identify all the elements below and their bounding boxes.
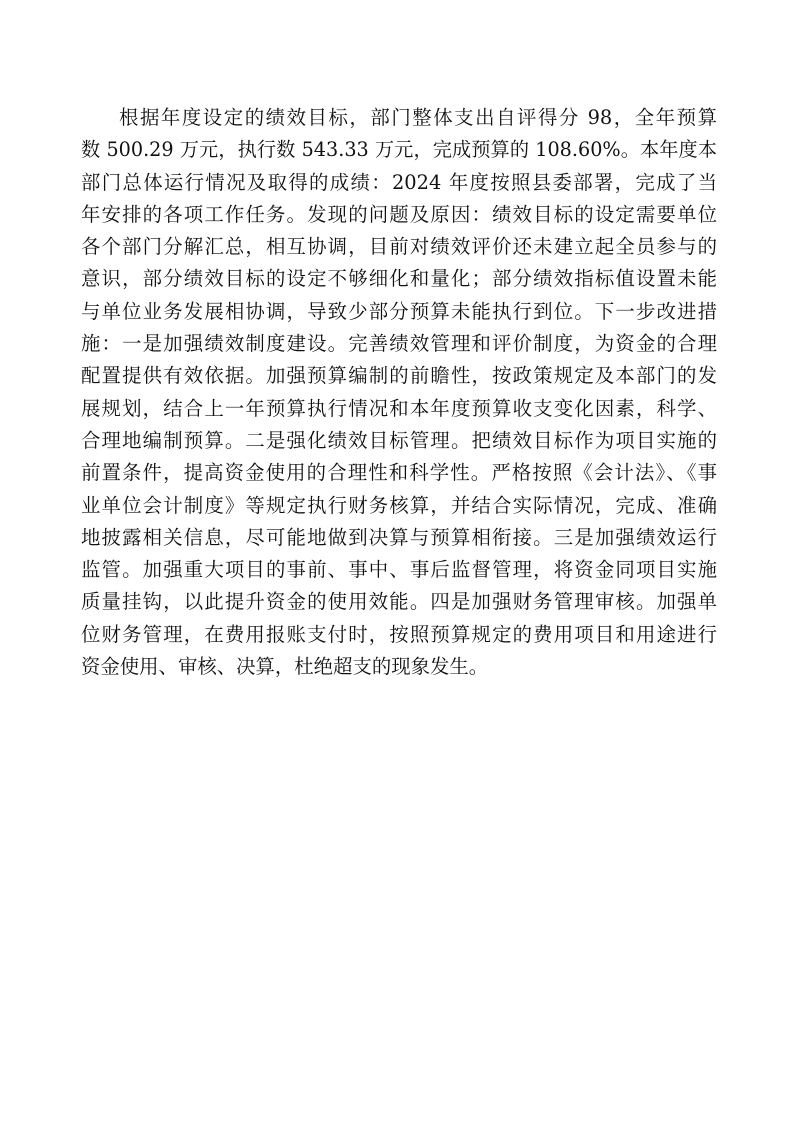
paragraph-line: 各个部门分解汇总，相互协调，目前对绩效评价还未建立起全员参与的 — [81, 235, 717, 259]
paragraph-line: 意识，部分绩效目标的设定不够细化和量化；部分绩效指标值设置未能 — [81, 267, 717, 291]
paragraph-line: 数 500.29 万元，执行数 543.33 万元，完成预算的 108.60%。本年度本 — [81, 138, 717, 162]
paragraph-line: 合理地编制预算。二是强化绩效目标管理。把绩效目标作为项目实施的 — [81, 428, 717, 452]
paragraph-line: 展规划，结合上一年预算执行情况和本年度预算收支变化因素，科学、 — [81, 396, 717, 420]
paragraph-line: 资金使用、审核、决算，杜绝超支的现象发生。 — [81, 655, 489, 679]
paragraph-line: 根据年度设定的绩效目标，部门整体支出自评得分 98，全年预算 — [119, 106, 717, 129]
paragraph-line: 配置提供有效依据。加强预算编制的前瞻性，按政策规定及本部门的发 — [81, 364, 717, 388]
paragraph-line: 前置条件，提高资金使用的合理性和科学性。严格按照《会计法》、《事 — [81, 461, 717, 485]
paragraph-line: 监管。加强重大项目的事前、事中、事后监督管理，将资金同项目实施 — [81, 558, 717, 582]
paragraph-line: 与单位业务发展相协调，导致少部分预算未能执行到位。下一步改进措 — [81, 299, 717, 323]
paragraph-line: 部门总体运行情况及取得的成绩：2024 年度按照县委部署，完成了当 — [81, 170, 717, 194]
body-paragraph — [81, 102, 717, 683]
paragraph-line: 地披露相关信息，尽可能地做到决算与预算相衔接。三是加强绩效运行 — [81, 525, 717, 549]
paragraph-line: 施：一是加强绩效制度建设。完善绩效管理和评价制度，为资金的合理 — [81, 332, 717, 356]
paragraph-line: 年安排的各项工作任务。发现的问题及原因：绩效目标的设定需要单位 — [81, 202, 717, 226]
paragraph-line: 位财务管理，在费用报账支付时，按照预算规定的费用项目和用途进行 — [81, 622, 717, 646]
paragraph-line: 业单位会计制度》等规定执行财务核算，并结合实际情况，完成、准确 — [81, 493, 717, 517]
paragraph-line: 质量挂钩，以此提升资金的使用效能。四是加强财务管理审核。加强单 — [81, 590, 717, 614]
